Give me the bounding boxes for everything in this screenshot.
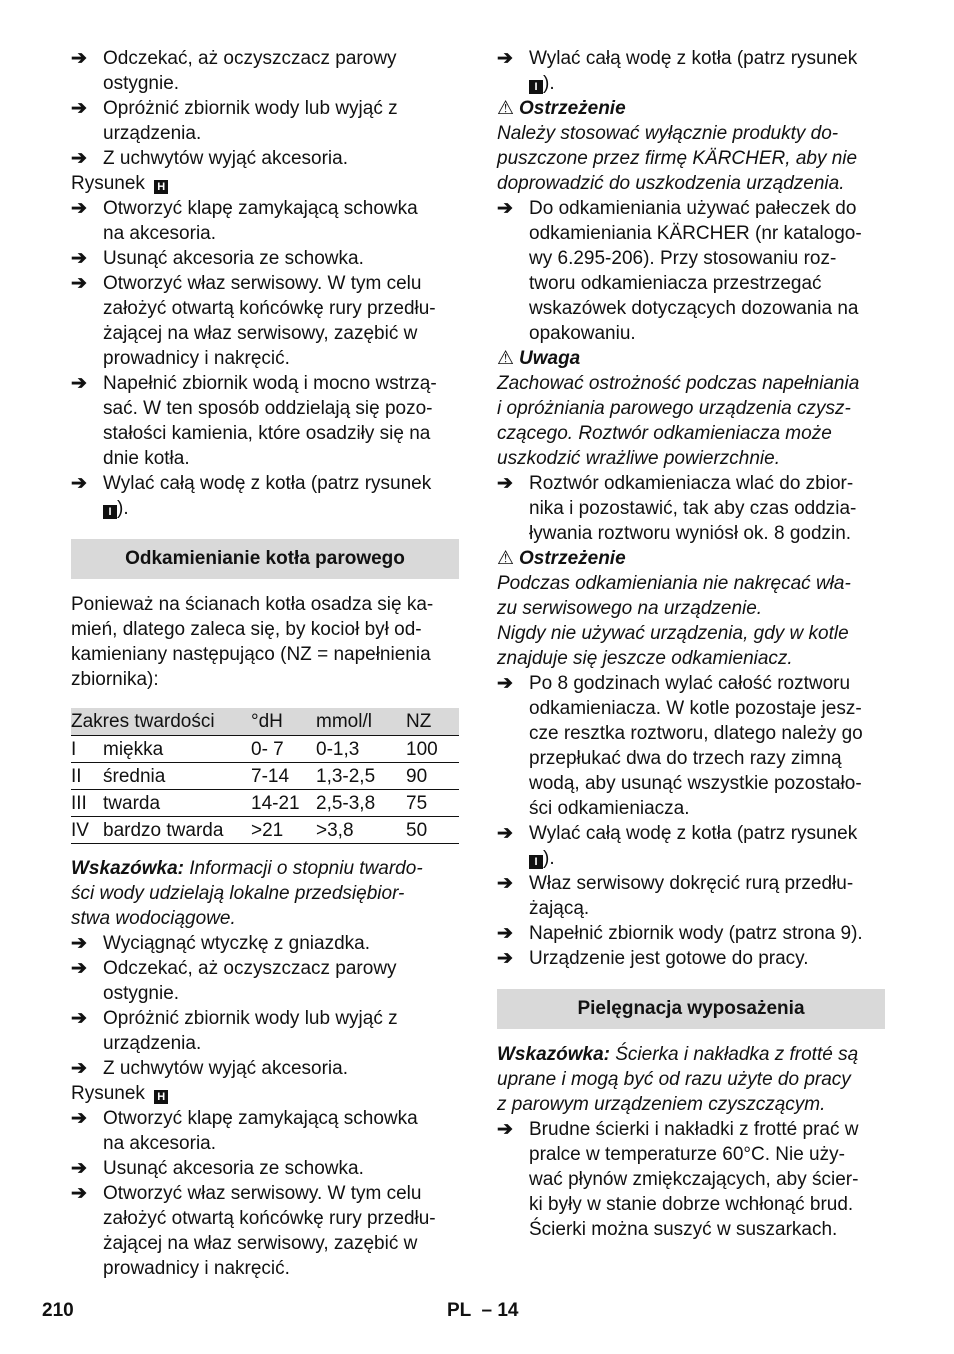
warning-title: Ostrzeżenie: [519, 98, 626, 119]
table-cell: średnia: [103, 763, 251, 790]
step-text: urządzenia.: [103, 123, 202, 144]
text-line: żającą.: [529, 898, 590, 919]
text-line: uszkodzić wrażliwe powierzchnie.: [497, 448, 780, 469]
note-label: Wskazówka:: [497, 1044, 610, 1065]
step-text: urządzenia.: [103, 1033, 202, 1054]
table-cell: 14-21: [251, 790, 316, 817]
step-list-d: [71, 1106, 459, 1281]
step-item: [71, 46, 459, 96]
step-list-b: [71, 196, 459, 496]
figure-h-icon: H: [154, 1090, 168, 1104]
table-cell: bardzo twarda: [103, 817, 251, 844]
section-heading-descaling: Odkamienianie kotła parowego: [71, 539, 459, 579]
text-line: i opróżniania parowego urządzenia czysz-: [497, 398, 851, 419]
text-line: ki były w stanie dobrze wchłonąć brud.: [529, 1194, 854, 1215]
warning-triangle-icon: ⚠: [497, 98, 515, 119]
table-cell: 90: [406, 763, 459, 790]
caution-title: Uwaga: [519, 348, 581, 369]
step-after-8-hours: [497, 671, 885, 821]
figure-label: Rysunek: [71, 173, 145, 194]
arrow-right-icon: ➔: [71, 1058, 87, 1079]
table-cell: II: [71, 763, 103, 790]
step-text: Usunąć akcesoria ze schowka.: [103, 248, 364, 269]
arrow-right-icon: ➔: [497, 473, 513, 494]
text-line: odkamieniania KÄRCHER (nr katalogo-: [529, 223, 862, 244]
step-pour-solution: [497, 471, 885, 546]
table-cell: 75: [406, 790, 459, 817]
table-body: [71, 736, 459, 844]
note-text: stwa wodociągowe.: [71, 908, 236, 929]
step-item: [71, 1106, 459, 1156]
step-text: Z uchwytów wyjąć akcesoria.: [103, 148, 348, 169]
arrow-right-icon: ➔: [71, 1183, 87, 1204]
step-item: [71, 1181, 459, 1281]
table-cell: 100: [406, 736, 459, 763]
text-line: odkamieniacza. W kotle pozostaje jesz-: [529, 698, 862, 719]
table-cell: I: [71, 736, 103, 763]
text-line: Po 8 godzinach wylać całość roztworu: [529, 673, 851, 694]
arrow-right-icon: ➔: [71, 473, 87, 494]
arrow-right-icon: ➔: [71, 48, 87, 69]
warning-triangle-icon: ⚠: [497, 348, 515, 369]
text-line: kamieniany następująco (NZ = napełnienia: [71, 644, 431, 665]
step-item: [71, 271, 459, 371]
note-water-hardness: [71, 856, 459, 931]
text-line: tworu odkamieniacza przestrzegać: [529, 273, 822, 294]
step-text: Otworzyć właz serwisowy. W tym celu: [103, 273, 422, 294]
figure-reference-h-2: [71, 1081, 459, 1106]
step-text: ostygnie.: [103, 983, 180, 1004]
step-text: Otworzyć klapę zamykającą schowka: [103, 198, 418, 219]
text-line: Ponieważ na ścianach kotła osadza się ka-: [71, 594, 434, 615]
text-line: Roztwór odkamieniacza wlać do zbior-: [529, 473, 854, 494]
step-list-a: [71, 46, 459, 171]
step-text: na akcesoria.: [103, 223, 217, 244]
table-header: NZ: [406, 708, 459, 736]
step-text: Usunąć akcesoria ze schowka.: [103, 1158, 364, 1179]
step-text: Opróżnić zbiornik wody lub wyjąć z: [103, 1008, 398, 1029]
step-item: [71, 196, 459, 246]
text-line: pralce w temperaturze 60°C. Nie uży-: [529, 1144, 845, 1165]
arrow-right-icon: ➔: [71, 273, 87, 294]
section-heading-accessory-care: Pielęgnacja wyposażenia: [497, 989, 885, 1029]
table-cell: IV: [71, 817, 103, 844]
step-text: prowadnicy i nakręcić.: [103, 1258, 290, 1279]
text-line: ływania roztworu wyniósł ok. 8 godzin.: [529, 523, 852, 544]
text-line: Do odkamieniania używać pałeczek do: [529, 198, 857, 219]
step-pour-water-2: [497, 821, 885, 871]
text-line: Napełnić zbiornik wody (patrz strona 9).: [529, 923, 863, 944]
text-line: zbiornika):: [71, 669, 159, 690]
figure-i-icon: I: [529, 855, 543, 869]
step-item: [71, 1056, 459, 1081]
note-label: Wskazówka:: [71, 858, 184, 879]
step-wash-cloths: [497, 1117, 885, 1242]
step-pour-water-1: [497, 46, 885, 96]
text-line: zu serwisowego na urządzenie.: [497, 598, 763, 619]
table-row: [71, 790, 459, 817]
step-text: sać. W ten sposób oddzielają się pozo-: [103, 398, 433, 419]
note-text: uprane i mogą być od razu użyte do pracy: [497, 1069, 851, 1090]
warning-triangle-icon: ⚠: [497, 548, 515, 569]
step-ready: [497, 946, 885, 971]
table-cell: 2,5-3,8: [316, 790, 406, 817]
step-text: ostygnie.: [103, 73, 180, 94]
step-text: Wylać całą wodę z kotła (patrz rysunek: [529, 823, 858, 844]
table-cell: >21: [251, 817, 316, 844]
step-item: [71, 96, 459, 146]
step-item: [71, 1006, 459, 1056]
arrow-right-icon: ➔: [71, 1008, 87, 1029]
text-line: Podczas odkamieniania nie nakręcać wła-: [497, 573, 851, 594]
text-line: nika i pozostawić, tak aby czas oddzia-: [529, 498, 857, 519]
step-text: żającej na właz serwisowy, zazębić w: [103, 323, 418, 344]
text-line: wodą, aby usunąć wszystkie pozostało-: [529, 773, 862, 794]
step-item: [71, 371, 459, 471]
arrow-right-icon: ➔: [71, 148, 87, 169]
table-cell: III: [71, 790, 103, 817]
figure-i-icon: I: [103, 505, 117, 519]
caution-block: [497, 346, 885, 471]
table-cell: miękka: [103, 736, 251, 763]
text-line: znajduje się jeszcze odkamieniacz.: [497, 648, 793, 669]
right-column: [497, 46, 885, 1242]
arrow-right-icon: ➔: [497, 1119, 513, 1140]
arrow-right-icon: ➔: [497, 948, 513, 969]
text-line: Ścierki można suszyć w suszarkach.: [529, 1219, 838, 1240]
table-cell: 0- 7: [251, 736, 316, 763]
note-text: ści wody udzielają lokalne przedsiębior-: [71, 883, 405, 904]
step-text: Wylać całą wodę z kotła (patrz rysunek: [103, 473, 432, 494]
step-text: żającej na właz serwisowy, zazębić w: [103, 1233, 418, 1254]
step-text: Wylać całą wodę z kotła (patrz rysunek: [529, 48, 858, 69]
step-item: [71, 1156, 459, 1181]
note-cloths: [497, 1042, 885, 1117]
text-line: puszczone przez firmę KÄRCHER, aby nie: [497, 148, 858, 169]
step-item: [71, 956, 459, 1006]
warning-block-1: [497, 96, 885, 196]
step-fill-tank: [497, 921, 885, 946]
step-text: założyć otwartą końcówkę rury przedłu-: [103, 1208, 436, 1229]
warning-block-2: [497, 546, 885, 671]
table-header: Zakres twardości: [71, 708, 251, 736]
figure-ref-end: ).: [543, 848, 555, 869]
step-text: Otworzyć właz serwisowy. W tym celu: [103, 1183, 422, 1204]
left-column: [71, 46, 459, 1281]
text-line: Należy stosować wyłącznie produkty do-: [497, 123, 839, 144]
table-cell: 0-1,3: [316, 736, 406, 763]
table-cell: twarda: [103, 790, 251, 817]
hardness-table: [71, 708, 459, 844]
step-text: dnie kotła.: [103, 448, 190, 469]
table-row: [71, 763, 459, 790]
arrow-right-icon: ➔: [71, 958, 87, 979]
table-header-row: [71, 708, 459, 736]
arrow-right-icon: ➔: [71, 98, 87, 119]
text-line: przepłukać dwa do trzech razy zimną: [529, 748, 842, 769]
text-line: czącego. Roztwór odkamieniacza może: [497, 423, 832, 444]
table-header: °dH: [251, 708, 316, 736]
warning-title: Ostrzeżenie: [519, 548, 626, 569]
note-text: z parowym urządzeniem czyszczącym.: [497, 1094, 826, 1115]
step-item: [71, 931, 459, 956]
step-text: Odczekać, aż oczyszczacz parowy: [103, 958, 397, 979]
text-line: Urządzenie jest gotowe do pracy.: [529, 948, 809, 969]
step-list-c: [71, 931, 459, 1081]
step-text: Odczekać, aż oczyszczacz parowy: [103, 48, 397, 69]
note-text: Ścierka i nakładka z frotté są: [609, 1044, 859, 1065]
text-line: ści odkamieniacza.: [529, 798, 690, 819]
arrow-right-icon: ➔: [497, 923, 513, 944]
text-line: mień, dlatego zaleca się, by kocioł był od-: [71, 619, 422, 640]
table-header: mmol/l: [316, 708, 406, 736]
text-line: wskazówek dotyczących dozowania na: [529, 298, 859, 319]
text-line: cze resztka roztworu, dlatego należy go: [529, 723, 863, 744]
step-item: [71, 146, 459, 171]
arrow-right-icon: ➔: [71, 198, 87, 219]
figure-h-icon: H: [154, 180, 168, 194]
arrow-right-icon: ➔: [497, 48, 513, 69]
text-line: wy 6.295-206). Przy stosowaniu roz-: [529, 248, 837, 269]
step-item: [71, 246, 459, 271]
intro-paragraph: [71, 592, 459, 692]
table-row: [71, 817, 459, 844]
text-line: wać płynów zmiękczających, aby ścier-: [529, 1169, 859, 1190]
step-text: na akcesoria.: [103, 1133, 217, 1154]
step-text: założyć otwartą końcówkę rury przedłu-: [103, 298, 436, 319]
figure-label: Rysunek: [71, 1083, 145, 1104]
arrow-right-icon: ➔: [497, 198, 513, 219]
table-cell: >3,8: [316, 817, 406, 844]
figure-i-icon: I: [529, 80, 543, 94]
step-tighten-hatch: [497, 871, 885, 921]
arrow-right-icon: ➔: [71, 373, 87, 394]
arrow-right-icon: ➔: [71, 933, 87, 954]
table-cell: 1,3-2,5: [316, 763, 406, 790]
table-row: [71, 736, 459, 763]
arrow-right-icon: ➔: [71, 248, 87, 269]
arrow-right-icon: ➔: [71, 1108, 87, 1129]
step-text: Z uchwytów wyjąć akcesoria.: [103, 1058, 348, 1079]
arrow-right-icon: ➔: [497, 673, 513, 694]
text-line: Brudne ścierki i nakładki z frotté prać w: [529, 1119, 859, 1140]
arrow-right-icon: ➔: [497, 823, 513, 844]
table-cell: 7-14: [251, 763, 316, 790]
table-cell: 50: [406, 817, 459, 844]
figure-reference-h: [71, 171, 459, 196]
figure-ref-end: ).: [543, 73, 555, 94]
note-text: Informacji o stopniu twardo-: [183, 858, 423, 879]
step-item: [71, 471, 459, 496]
step-descaling-sticks: [497, 196, 885, 346]
page-number: 210: [42, 1300, 74, 1321]
figure-ref-end: ).: [117, 498, 129, 519]
step-text: stałości kamienia, które osadziły się na: [103, 423, 431, 444]
text-line: doprowadzić do uszkodzenia urządzenia.: [497, 173, 845, 194]
text-line: Zachować ostrożność podczas napełniania: [497, 373, 860, 394]
step-text: Napełnić zbiornik wodą i mocno wstrzą-: [103, 373, 437, 394]
text-line: opakowaniu.: [529, 323, 636, 344]
text-line: Właz serwisowy dokręcić rurą przedłu-: [529, 873, 854, 894]
text-line: Nigdy nie używać urządzenia, gdy w kotle: [497, 623, 849, 644]
figure-i-line: [71, 496, 459, 521]
step-text: prowadnicy i nakręcić.: [103, 348, 290, 369]
step-text: Opróżnić zbiornik wody lub wyjąć z: [103, 98, 398, 119]
step-text: Otworzyć klapę zamykającą schowka: [103, 1108, 418, 1129]
arrow-right-icon: ➔: [497, 873, 513, 894]
step-text: Wyciągnąć wtyczkę z gniazdka.: [103, 933, 370, 954]
arrow-right-icon: ➔: [71, 1158, 87, 1179]
page-label: PL – 14: [447, 1300, 519, 1321]
